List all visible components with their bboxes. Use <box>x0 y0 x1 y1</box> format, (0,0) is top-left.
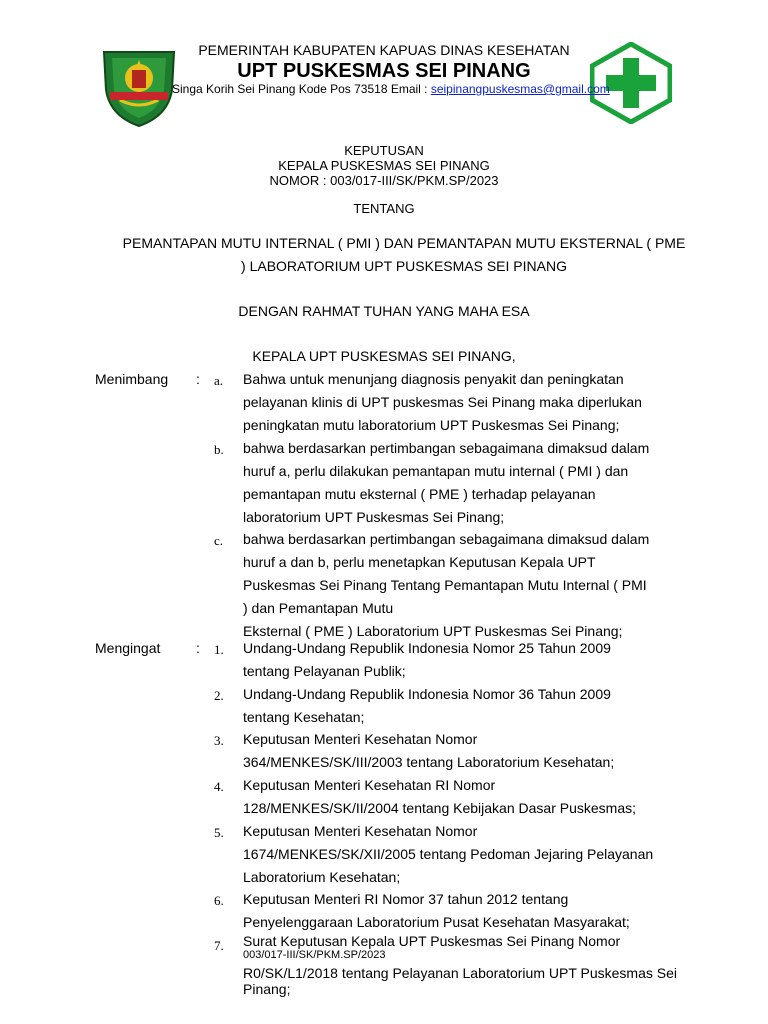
mengingat-mark-6: 6. <box>214 893 224 908</box>
decree-about: TENTANG <box>353 201 415 216</box>
mengingat-item-2 <box>243 683 700 729</box>
text-line: peningkatan mutu laboratorium UPT Puskesmas Sei Pinang; <box>243 417 620 433</box>
text-line: Keputusan Menteri Kesehatan Nomor <box>243 731 478 747</box>
text-line: 1674/MENKES/SK/XII/2005 tentang Pedoman Jejaring Pelayanan <box>243 846 654 862</box>
mengingat-item-5 <box>243 820 700 889</box>
text-line: Eksternal ( PME ) Laboratorium UPT Puskesmas Sei Pinang; <box>243 623 623 639</box>
menimbang-mark-b: b. <box>214 442 224 457</box>
menimbang-mark-a: a. <box>214 373 224 388</box>
text-line: Keputusan Menteri RI Nomor 37 tahun 2012 tentang <box>243 891 569 907</box>
text-line: huruf a, perlu dilakukan pemantapan mutu internal ( PMI ) dan <box>243 463 629 479</box>
header-address <box>172 82 610 96</box>
text-line: Laboratorium Kesehatan; <box>243 869 401 885</box>
decree-head: KEPALA UPT PUSKESMAS SEI PINANG, <box>252 348 516 364</box>
mengingat-colon: : <box>196 640 200 656</box>
text-line: Surat Keputusan Kepala UPT Puskesmas Sei Pinang Nomor <box>243 933 621 949</box>
menimbang-mark-c: c. <box>214 533 224 548</box>
decree-issuer: KEPALA PUSKESMAS SEI PINANG <box>278 158 490 173</box>
text-line: Puskesmas Sei Pinang Tentang Pemantapan Mutu Internal ( PMI <box>243 577 647 593</box>
menimbang-label: Menimbang <box>95 371 169 387</box>
mengingat-mark-3: 3. <box>214 733 224 748</box>
text-line: huruf a dan b, perlu menetapkan Keputusan Kepala UPT <box>243 554 596 570</box>
text-line: bahwa berdasarkan pertimbangan sebagaimana dimaksud dalam <box>243 440 650 456</box>
header-institution: UPT PUSKESMAS SEI PINANG <box>237 60 531 82</box>
text-line: tentang Pelayanan Publik; <box>243 663 406 679</box>
decree-blessing: DENGAN RAHMAT TUHAN YANG MAHA ESA <box>238 303 530 319</box>
decree-number: NOMOR : 003/017-III/SK/PKM.SP/2023 <box>269 173 499 188</box>
text-line: laboratorium UPT Puskesmas Sei Pinang; <box>243 509 505 525</box>
decree-title-line-1: PEMANTAPAN MUTU INTERNAL ( PMI ) DAN PEMANTAPAN MUTU EKSTERNAL ( PME <box>122 235 686 251</box>
text-line: pelayanan klinis di UPT puskesmas Sei Pinang maka diperlukan <box>243 394 642 410</box>
text-line: Undang-Undang Republik Indonesia Nomor 36 Tahun 2009 <box>243 686 611 702</box>
text-line: tentang Kesehatan; <box>243 709 365 725</box>
text-line: Bahwa untuk menunjang diagnosis penyakit dan peningkatan <box>243 371 624 387</box>
text-line: 003/017-III/SK/PKM.SP/2023 <box>243 949 386 961</box>
mengingat-item-7 <box>243 933 700 997</box>
text-line: Keputusan Menteri Kesehatan RI Nomor <box>243 777 496 793</box>
text-line: ) dan Pemantapan Mutu <box>243 600 394 616</box>
text-line: R0/SK/L1/2018 tentang Pelayanan Laboratorium UPT Puskesmas Sei <box>243 965 677 981</box>
text-line: Pinang; <box>243 981 291 997</box>
mengingat-mark-2: 2. <box>214 688 224 703</box>
header-government: PEMERINTAH KABUPATEN KAPUAS DINAS KESEHATAN <box>198 42 570 58</box>
text-line: pemantapan mutu eksternal ( PME ) terhadap pelayanan <box>243 486 596 502</box>
menimbang-item-b <box>243 437 700 529</box>
mengingat-item-4 <box>243 774 700 820</box>
mengingat-item-1 <box>243 637 700 683</box>
text-line: bahwa berdasarkan pertimbangan sebagaimana dimaksud dalam <box>243 531 650 547</box>
mengingat-item-3 <box>243 728 700 774</box>
text-line: Undang-Undang Republik Indonesia Nomor 25 Tahun 2009 <box>243 640 611 656</box>
text-line: 128/MENKES/SK/II/2004 tentang Kebijakan Dasar Puskesmas; <box>243 800 636 816</box>
mengingat-mark-4: 4. <box>214 779 224 794</box>
mengingat-item-6 <box>243 888 700 934</box>
mengingat-mark-1: 1. <box>214 642 224 657</box>
mengingat-mark-7: 7. <box>214 938 224 953</box>
menimbang-colon: : <box>196 371 200 387</box>
menimbang-item-c <box>243 528 700 643</box>
decree-heading: KEPUTUSAN <box>344 143 424 158</box>
text-line: Penyelenggaraan Laboratorium Pusat Kesehatan Masyarakat; <box>243 914 630 930</box>
mengingat-label: Mengingat <box>95 640 161 656</box>
address-text: Singa Korih Sei Pinang Kode Pos 73518 Email : <box>172 82 431 96</box>
menimbang-item-a <box>243 368 700 437</box>
decree-title-line-2: ) LABORATORIUM UPT PUSKESMAS SEI PINANG <box>241 258 567 274</box>
email-link[interactable]: seipinangpuskesmas@gmail.com <box>430 82 610 96</box>
text-line: Keputusan Menteri Kesehatan Nomor <box>243 823 478 839</box>
text-line: 364/MENKES/SK/III/2003 tentang Laboratorium Kesehatan; <box>243 754 615 770</box>
mengingat-mark-5: 5. <box>214 825 224 840</box>
